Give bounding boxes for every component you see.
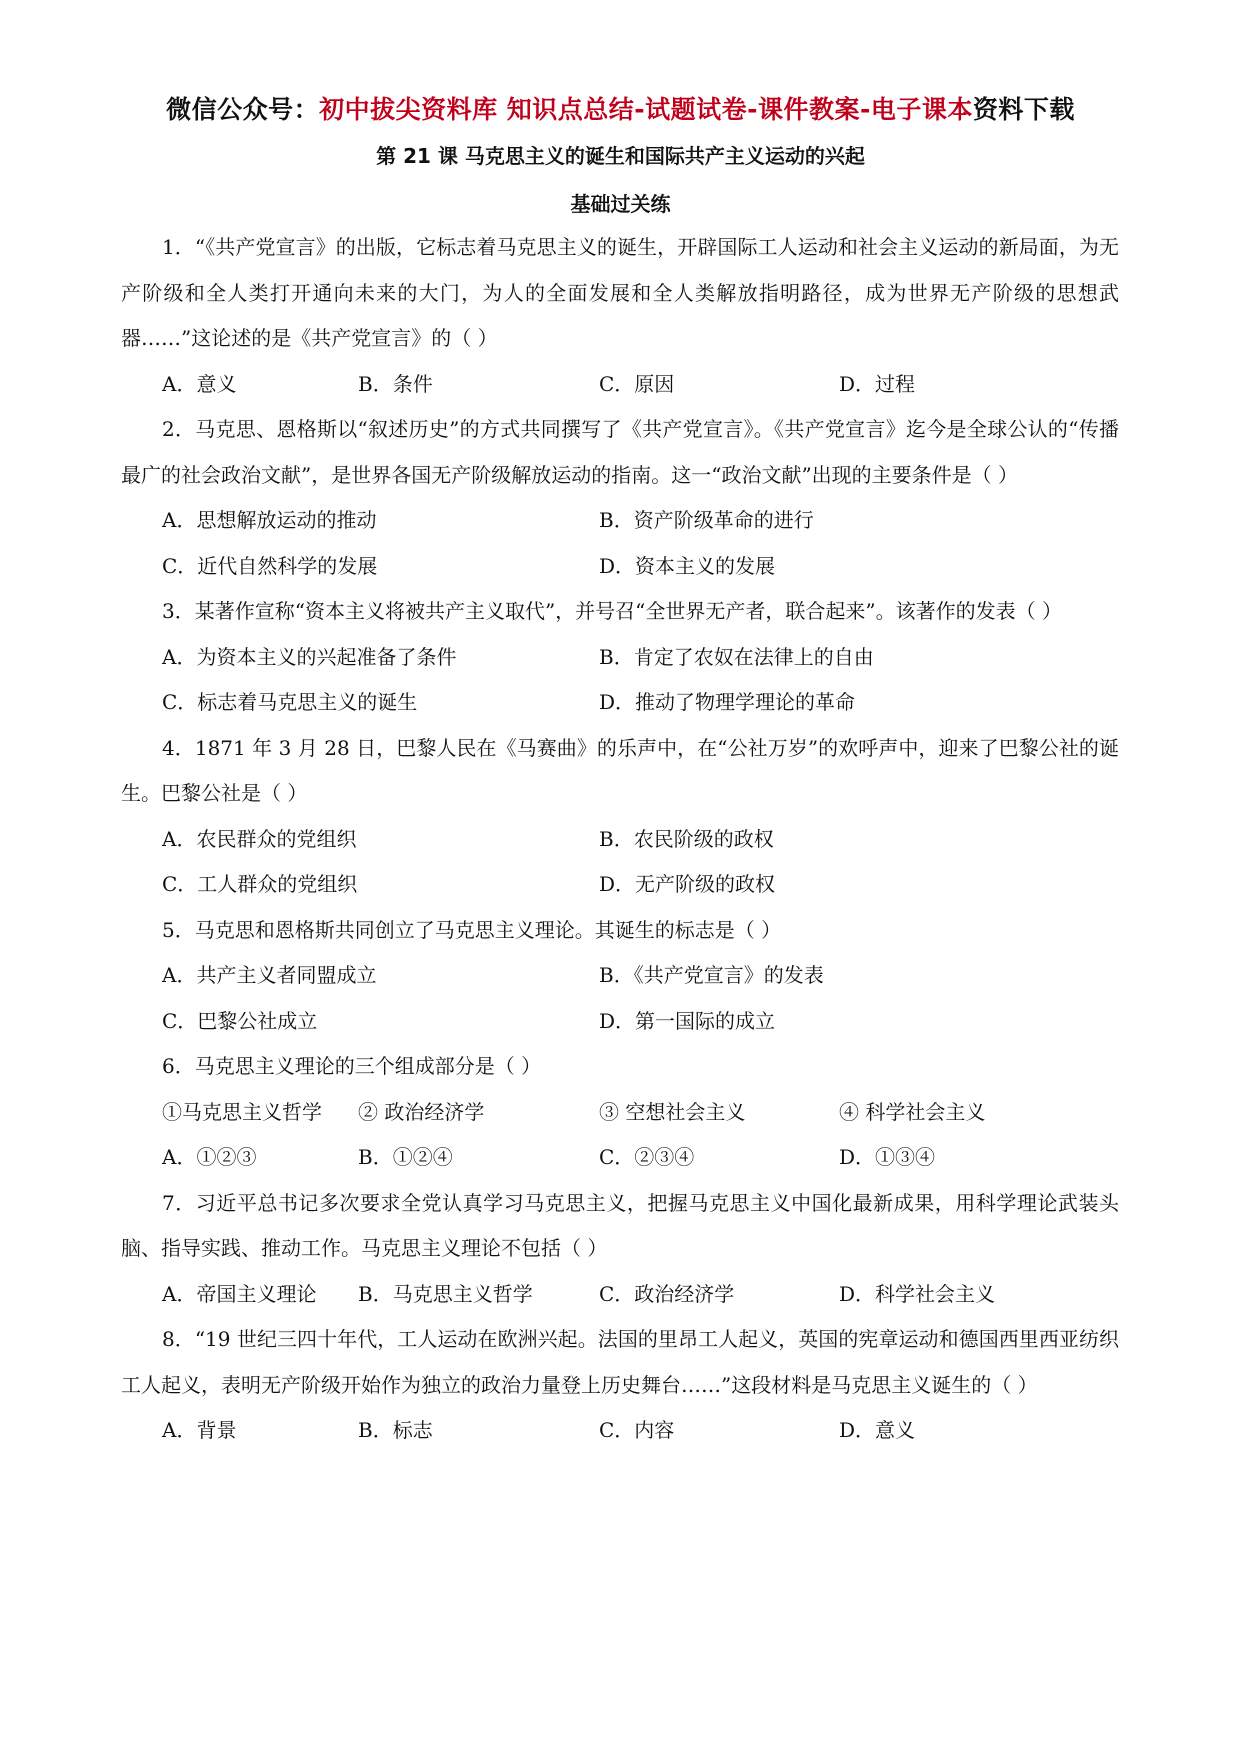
option-b: B．资产阶级革命的进行 [599, 508, 814, 532]
option-row [121, 1272, 1119, 1318]
option-b: B．农民阶级的政权 [599, 826, 774, 851]
question-stem: 4．1871 年 3 月 28 日，巴黎人民在《马赛曲》的乐声中，在“公社万岁”的欢呼声中，迎来了巴黎公社的诞生。巴黎公社是（ ） [121, 735, 1119, 805]
option-a: A．帝国主义理论 [162, 1281, 317, 1306]
option-row [121, 498, 1119, 544]
option-row [121, 680, 1119, 726]
option-a: A．思想解放运动的推动 [162, 508, 377, 532]
option-d: D．资本主义的发展 [599, 553, 776, 578]
option-d: D．无产阶级的政权 [599, 872, 776, 896]
option-a: A．意义 [162, 371, 237, 396]
question [121, 225, 1119, 407]
question-stem: 2．马克思、恩格斯以“叙述历史”的方式共同撰写了《共产党宣言》。《共产党宣言》迄今是全球公认的“传播最广的社会政治文献”，是世界各国无产阶级解放运动的指南。这一“政治文献”出现的主要条件是（ ） [121, 417, 1119, 487]
banner-suffix: 资料下载 [972, 95, 1075, 124]
statement-3: ③ 空想社会主义 [599, 1099, 746, 1124]
banner-prefix: 微信公众号： [166, 95, 320, 124]
option-d: D．过程 [839, 371, 916, 396]
question [121, 407, 1119, 589]
option-b: B．标志 [358, 1418, 433, 1442]
option-c: C．标志着马克思主义的诞生 [162, 690, 418, 714]
statement-2: ② 政治经济学 [358, 1099, 485, 1124]
option-b: B．肯定了农奴在法律上的自由 [599, 644, 874, 669]
section-heading: 基础过关练 [570, 192, 671, 216]
question-stem: 7．习近平总书记多次要求全党认真学习马克思主义，把握马克思主义中国化最新成果，用科学理论武装头脑、指导实践、推动工作。马克思主义理论不包括（ ） [121, 1190, 1119, 1260]
question-stem: 3．某著作宣称“资本主义将被共产主义取代”，并号召“全世界无产者，联合起来”。该著作的发表（ ） [162, 599, 1062, 623]
option-row [121, 544, 1119, 590]
option-d: D．意义 [839, 1418, 916, 1442]
option-d: D．科学社会主义 [839, 1281, 996, 1306]
statement-1: ①马克思主义哲学 [162, 1099, 322, 1124]
option-a: A．农民群众的党组织 [162, 826, 357, 851]
option-b: B．马克思主义哲学 [358, 1281, 533, 1306]
statement-4: ④ 科学社会主义 [839, 1099, 986, 1124]
option-row [121, 862, 1119, 908]
option-c: C．政治经济学 [599, 1281, 735, 1306]
question-list [121, 225, 1119, 1454]
option-a: A．①②③ [162, 1145, 257, 1169]
option-row [121, 817, 1119, 863]
option-b: B．《共产党宣言》的发表 [599, 963, 824, 987]
question [121, 1181, 1119, 1318]
option-b: B．①②④ [358, 1145, 453, 1169]
option-c: C．原因 [599, 371, 675, 396]
option-a: A．为资本主义的兴起准备了条件 [162, 644, 457, 669]
question-stem: 6．马克思主义理论的三个组成部分是（ ） [162, 1054, 542, 1078]
option-row [121, 362, 1119, 408]
option-c: C．②③④ [599, 1145, 695, 1169]
option-d: D．①③④ [839, 1145, 936, 1169]
option-d: D．推动了物理学理论的革命 [599, 690, 856, 714]
lesson-title: 第 21 课 马克思主义的诞生和国际共产主义运动的兴起 [376, 144, 865, 168]
banner-highlight: 初中拔尖资料库 知识点总结-试题试卷-课件教案-电子课本 [319, 95, 973, 124]
statement-row [121, 1090, 1119, 1136]
banner [0, 90, 1241, 126]
option-row [121, 1408, 1119, 1454]
question [121, 908, 1119, 1045]
option-a: A．共产主义者同盟成立 [162, 963, 377, 987]
option-row [121, 999, 1119, 1045]
question [121, 589, 1119, 726]
option-a: A．背景 [162, 1418, 237, 1442]
option-row [121, 1135, 1119, 1181]
option-b: B．条件 [358, 371, 433, 396]
question-stem: 1．“《共产党宣言》的出版，它标志着马克思主义的诞生，开辟国际工人运动和社会主义运动的新局面，为无产阶级和全人类打开通向未来的大门，为人的全面发展和全人类解放指明路径，成为世界无产阶级的思想武器……”这论述的是《共产党宣言》的（ ） [121, 235, 1119, 350]
option-c: C．巴黎公社成立 [162, 1008, 318, 1033]
question [121, 1317, 1119, 1454]
question [121, 1044, 1119, 1181]
option-c: C．近代自然科学的发展 [162, 553, 378, 578]
question-stem: 5．马克思和恩格斯共同创立了马克思主义理论。其诞生的标志是（ ） [162, 917, 782, 942]
option-row [121, 635, 1119, 681]
option-c: C．工人群众的党组织 [162, 872, 358, 896]
question-stem: 8．“19 世纪三四十年代，工人运动在欧洲兴起。法国的里昂工人起义，英国的宪章运动和德国西里西亚纺织工人起义，表明无产阶级开始作为独立的政治力量登上历史舞台……”这段材料是马克思主义诞生的（ ） [121, 1327, 1119, 1397]
option-c: C．内容 [599, 1418, 675, 1442]
option-row [121, 953, 1119, 999]
option-d: D．第一国际的成立 [599, 1008, 776, 1033]
question [121, 726, 1119, 908]
